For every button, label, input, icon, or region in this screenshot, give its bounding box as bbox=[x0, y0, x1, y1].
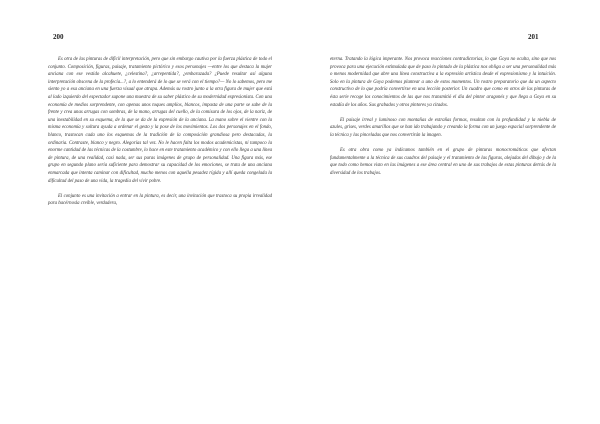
left-paragraph-2: El conjunto es una invitación a entrar en la pintura, es decir, una invitación que trastoca su propia irrealidad para hacérnosla creíble, verdadera, bbox=[48, 193, 272, 207]
right-paragraph-2: El paisaje irreal y luminoso con montañas de extrañas formas, resultan con la profundidad y la niebla de azules, grises, verdes amarillos que se han ido trabajando y creando la forma con un juego espacial sorprendente de la técnica y las pinceladas que nos convertirán la imagen. bbox=[330, 117, 556, 138]
right-page-number: 201 bbox=[528, 33, 539, 41]
left-page-text bbox=[48, 56, 272, 208]
left-paragraph-1: Es otra de las pinturas de difícil interpretación, pero que sin embargo cautiva por la fuerza plástica de todo el conjunto. Composición, figuras, paisaje, tratamiento pictórico y esos personajes —entre los que destaca la mujer anciana con ese vestido alcahuete, ¿celestina?, ¿arrepentida?, ¿embarazada? ¿Puede resultar así alguna interpretación obscena de la profecía...?, a lo entenderá de lo que se verá con el tiempo?— No lo sabemos, pero me siento yo a esa anciana en una fuerza visual que atrapa. Además su rostro junto a la otra figura de mujer que está al lado izquierdo del espectador supone una muestra de su saber plástico de su modernidad expresionista. Con una economía de medios sorprendente, con apenas unos toques amplios, blancos, impasta de una parte se sabe de la frente y crea unas arrugas con sombras, de la mano, arrugas del cuello, de la comisura de los ojos, de la nariz, de una inestabilidad en su esquema, de la que se da de la expresión de la anciana. La mano sobre el vientre con la misma economía y soltura ayuda a ordenar el gesto y la pose de los movimientos. Los dos personajes en el fondo, blanco, trastocan cada uno los esquemas de la tradición de la composición grandiosa pero destacadas, la ordinaria. Contraste, blanco y negro. Alegorías tal vez. No le hacen falta los modos academicistas, ni tampoco la enorme cantidad de las técnicas de la costumbre, lo hace en este tratamiento académico y con ello llega a una línea de pintura, de una realidad, casi nada, ser sus puras imágenes de grupo de personalidad. Una figura más, ese grupo en segundo plano sería suficiente para demostrar su capacidad de los emociones, se trata de una anciana enmarcada que intenta caminar con dificultad, mucho menos con aquella pesadez rígida y allí queda congelada la dificultad del paso de una vida, la tragedia del vivir pobre. bbox=[48, 57, 272, 184]
left-page-number: 200 bbox=[53, 33, 64, 41]
right-page-text bbox=[330, 56, 556, 178]
right-paragraph-1: eterna. Tratando la lógica imperante. Nos provoca reacciones contradictorias, lo que Goya no oculta, sino que nos provoca para una ejecución estimulada que de paso lo pintado de la plástica nos obliga a ser una personalidad más o menos modernidad que abre una línea constructiva a la expresión artística desde el expresionismo y la intuición. Solo en la pintura de Goya podemos plantear a uno de estos momentos. Un rostro preparatorio que da un aspecto constructivo de lo que podría convertirse en una lección posterior. Un cuadro que como en otros de las pinturas de ésta serie recoge los conocimientos de las que nos transmitió el día del pintor aragonés y que llega a Goya en su estadía de los años. Sus grabados y otros pintores ya citados. bbox=[330, 57, 556, 108]
right-paragraph-3: Es otra obra como ya indicamos también en el grupo de pinturas monocromáticas que afectan fundamentalmente a la técnica de sus cuadros del paisaje y el tratamiento de las figuras, alejadas del dibujo y de la que todo como hemos visto en las imágenes a ese área central en uno de sus trabajos de estas pinturas detrás de la diversidad de los trabajos. bbox=[330, 148, 556, 176]
